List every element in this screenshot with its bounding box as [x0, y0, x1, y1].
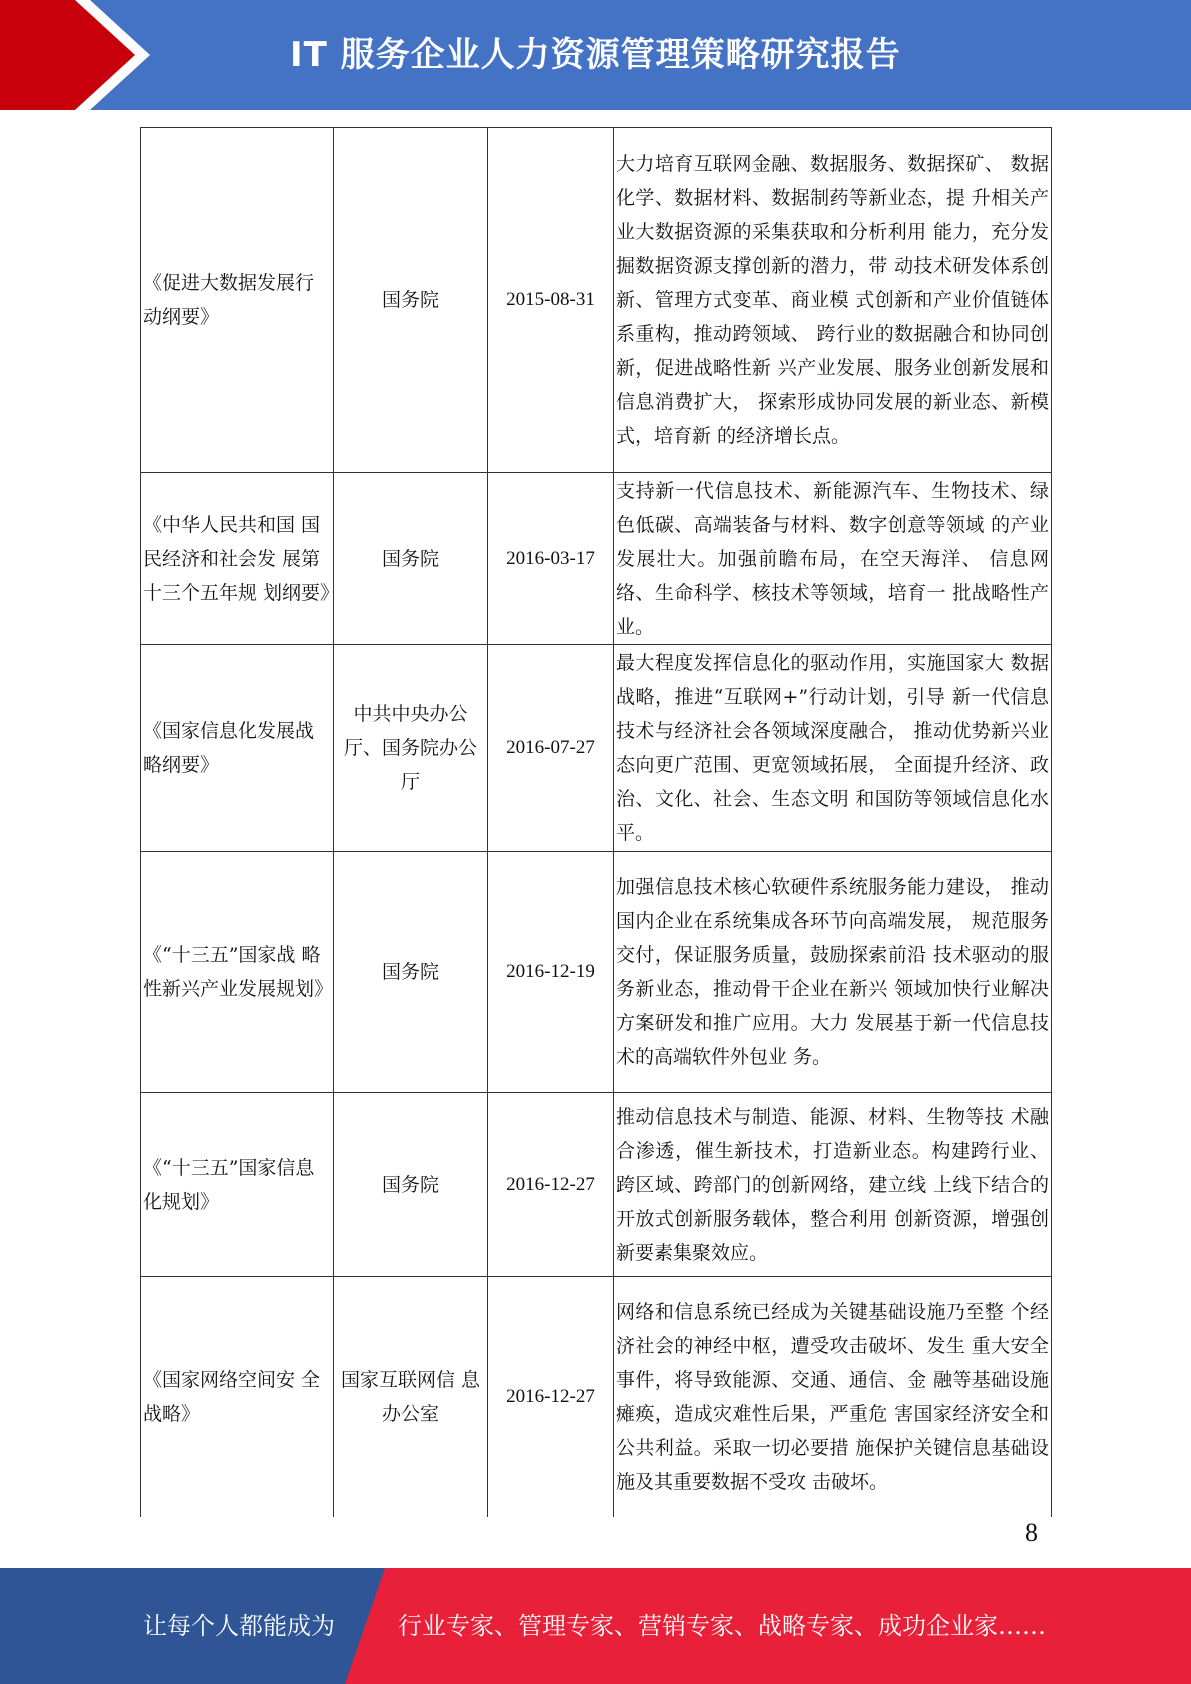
policy-date: 2016-12-27: [488, 1093, 614, 1277]
table-row: [141, 645, 1052, 852]
report-title: IT 服务企业人力资源管理策略研究报告: [290, 35, 901, 75]
policy-document-name: 《国家网络空间安 全战略》: [141, 1277, 334, 1517]
page-footer: [0, 1568, 1191, 1684]
policy-document-name: 《中华人民共和国 国民经济和社会发 展第十三个五年规 划纲要》: [141, 473, 334, 645]
policy-content: 网络和信息系统已经成为关键基础设施乃至整 个经济社会的神经中枢，遭受攻击破坏、发生 重大安全事件，将导致能源、交通、通信、金 融等基础设施瘫痪，造成灾难性后果，严重危 害国家经济安全和公共利益。采取一切必要措 施保护关键信息基础设施及其重要数据不受攻 击破坏。: [614, 1277, 1052, 1517]
policy-content: 支持新一代信息技术、新能源汽车、生物技术、绿色低碳、高端装备与材料、数字创意等领域 的产业发展壮大。加强前瞻布局，在空天海洋、 信息网络、生命科学、核技术等领域，培育一 批战略性产业。: [614, 473, 1052, 645]
policy-issuer: 国务院: [334, 128, 488, 473]
policy-issuer: 国务院: [334, 852, 488, 1093]
table-row: [141, 852, 1052, 1093]
table-row: [141, 473, 1052, 645]
policy-date: 2016-12-19: [488, 852, 614, 1093]
policy-content: 推动信息技术与制造、能源、材料、生物等技 术融合渗透，催生新技术，打造新业态。构建跨行业、跨区域、跨部门的创新网络，建立线 上线下结合的开放式创新服务载体，整合利用 创新资源，增强创新要素集聚效应。: [614, 1093, 1052, 1277]
policy-issuer: 国务院: [334, 1093, 488, 1277]
page-number: 8: [1025, 1518, 1038, 1547]
page-header: [0, 0, 1191, 110]
table-row: [141, 128, 1052, 473]
policy-document-name: 《国家信息化发展战略纲要》: [141, 645, 334, 852]
policy-content: 大力培育互联网金融、数据服务、数据探矿、 数据化学、数据材料、数据制药等新业态，提 升相关产业大数据资源的采集获取和分析利用 能力，充分发掘数据资源支撑创新的潜力，带 动技术研发体系创新、管理方式变革、商业模 式创新和产业价值链体系重构，推动跨领域、 跨行业的数据融合和协同创新，促进战略性新 兴产业发展、服务业创新发展和信息消费扩大， 探索形成协同发展的新业态、新模式，培育新 的经济增长点。: [614, 128, 1052, 473]
policy-document-name: 《促进大数据发展行动纲要》: [141, 128, 334, 473]
footer-slogan-left: 让每个人都能成为: [143, 1612, 335, 1640]
policy-date: 2016-03-17: [488, 473, 614, 645]
policy-issuer: 国务院: [334, 473, 488, 645]
policy-issuer: 中共中央办公厅、国务院办公厅: [334, 645, 488, 852]
table-row: [141, 1277, 1052, 1517]
policy-document-name: 《“十三五”国家信息化规划》: [141, 1093, 334, 1277]
policy-content: 加强信息技术核心软硬件系统服务能力建设， 推动国内企业在系统集成各环节向高端发展， 规范服务交付，保证服务质量，鼓励探索前沿 技术驱动的服务新业态，推动骨干企业在新兴 领域加快行业解决方案研发和推广应用。大力 发展基于新一代信息技术的高端软件外包业 务。: [614, 852, 1052, 1093]
table-row: [141, 1093, 1052, 1277]
policy-table-container: [140, 127, 1052, 1517]
policy-content: 最大程度发挥信息化的驱动作用，实施国家大 数据战略，推进“互联网+”行动计划，引导 新一代信息技术与经济社会各领域深度融合， 推动优势新兴业态向更广范围、更宽领域拓展， 全面提升经济、政治、文化、社会、生态文明 和国防等领域信息化水平。: [614, 645, 1052, 852]
policy-date: 2015-08-31: [488, 128, 614, 473]
policy-document-name: 《“十三五”国家战 略性新兴产业发展规划》: [141, 852, 334, 1093]
footer-slogan-right: 行业专家、管理专家、营销专家、战略专家、成功企业家……: [398, 1612, 1046, 1640]
policy-date: 2016-12-27: [488, 1277, 614, 1517]
policy-table: [140, 127, 1052, 1517]
policy-issuer: 国家互联网信 息办公室: [334, 1277, 488, 1517]
policy-date: 2016-07-27: [488, 645, 614, 852]
